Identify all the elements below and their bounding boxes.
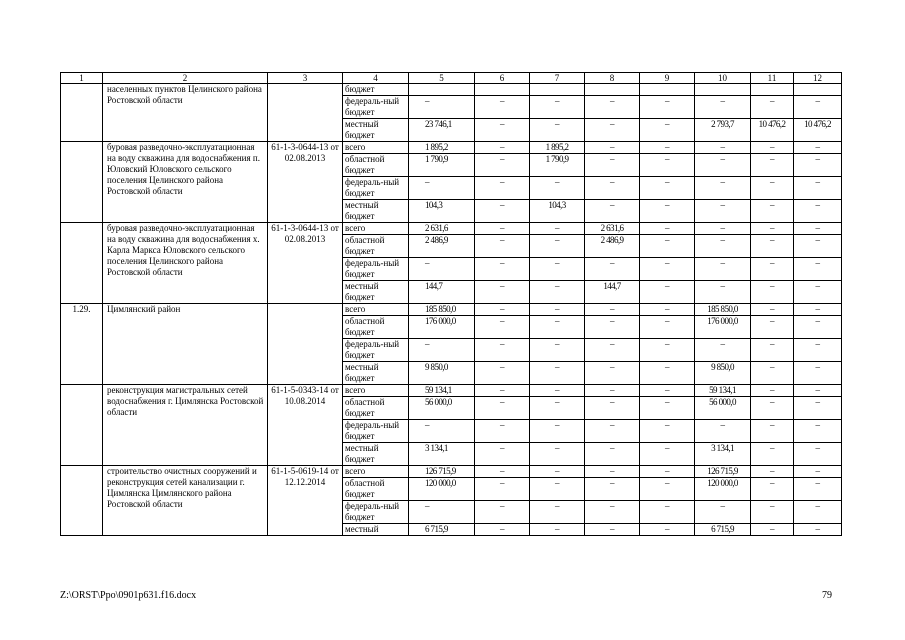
- amount-cell: –: [530, 524, 585, 536]
- amount-cell: 120 000,0: [695, 478, 751, 501]
- amount-cell: –: [585, 119, 640, 142]
- amount-cell: –: [751, 478, 794, 501]
- budget-source: областной бюджет: [343, 478, 409, 501]
- amount-cell: –: [475, 119, 530, 142]
- item-number: [61, 466, 103, 536]
- amount-cell: 59 134,1: [409, 385, 475, 397]
- amount-cell: –: [695, 142, 751, 154]
- amount-cell: –: [640, 258, 695, 281]
- amount-cell: –: [475, 304, 530, 316]
- amount-cell: 126 715,9: [695, 466, 751, 478]
- amount-cell: –: [640, 316, 695, 339]
- table-row: [61, 385, 842, 397]
- expertise-code: [268, 304, 343, 385]
- budget-source: федераль-ный бюджет: [343, 96, 409, 119]
- amount-cell: 10 476,2: [794, 119, 842, 142]
- amount-cell: 3 134,1: [409, 443, 475, 466]
- amount-cell: –: [530, 223, 585, 235]
- amount-cell: –: [695, 96, 751, 119]
- amount-cell: –: [640, 223, 695, 235]
- amount-cell: [585, 84, 640, 96]
- column-header: 4: [343, 73, 409, 84]
- amount-cell: –: [695, 154, 751, 177]
- amount-cell: –: [530, 501, 585, 524]
- amount-cell: 59 134,1: [695, 385, 751, 397]
- amount-cell: –: [530, 397, 585, 420]
- amount-cell: –: [475, 281, 530, 304]
- amount-cell: –: [530, 362, 585, 385]
- amount-cell: –: [475, 142, 530, 154]
- amount-cell: –: [585, 200, 640, 223]
- budget-table-container: [60, 72, 841, 536]
- amount-cell: –: [794, 397, 842, 420]
- amount-cell: –: [530, 96, 585, 119]
- amount-cell: –: [475, 524, 530, 536]
- amount-cell: –: [585, 362, 640, 385]
- amount-cell: 144,7: [409, 281, 475, 304]
- table-row: [61, 223, 842, 235]
- column-header: 12: [794, 73, 842, 84]
- amount-cell: –: [751, 304, 794, 316]
- budget-source: всего: [343, 304, 409, 316]
- amount-cell: 2 486,9: [409, 235, 475, 258]
- object-description: Цимлянский район: [103, 304, 268, 385]
- table-row: [61, 84, 842, 96]
- budget-source: местный бюджет: [343, 119, 409, 142]
- amount-cell: –: [751, 177, 794, 200]
- page-number: 79: [822, 590, 832, 601]
- amount-cell: –: [585, 316, 640, 339]
- amount-cell: [695, 84, 751, 96]
- amount-cell: –: [409, 96, 475, 119]
- amount-cell: –: [585, 177, 640, 200]
- amount-cell: –: [794, 304, 842, 316]
- amount-cell: –: [409, 501, 475, 524]
- amount-cell: –: [475, 478, 530, 501]
- amount-cell: –: [695, 235, 751, 258]
- item-number: [61, 223, 103, 304]
- budget-source: всего: [343, 385, 409, 397]
- amount-cell: –: [409, 420, 475, 443]
- amount-cell: –: [585, 142, 640, 154]
- amount-cell: 1 895,2: [409, 142, 475, 154]
- budget-source: федераль-ный бюджет: [343, 258, 409, 281]
- amount-cell: –: [751, 362, 794, 385]
- amount-cell: –: [530, 281, 585, 304]
- amount-cell: –: [585, 397, 640, 420]
- amount-cell: –: [640, 362, 695, 385]
- amount-cell: 126 715,9: [409, 466, 475, 478]
- amount-cell: –: [530, 478, 585, 501]
- amount-cell: 176 000,0: [409, 316, 475, 339]
- amount-cell: –: [751, 385, 794, 397]
- amount-cell: –: [751, 466, 794, 478]
- budget-source: местный бюджет: [343, 443, 409, 466]
- amount-cell: [751, 84, 794, 96]
- amount-cell: 6 715,9: [409, 524, 475, 536]
- amount-cell: –: [794, 142, 842, 154]
- budget-source: областной бюджет: [343, 397, 409, 420]
- amount-cell: –: [530, 420, 585, 443]
- amount-cell: –: [640, 420, 695, 443]
- table-row: [61, 466, 842, 478]
- expertise-code: 61-1-3-0644-13 от 02.08.2013: [268, 223, 343, 304]
- amount-cell: –: [794, 443, 842, 466]
- amount-cell: –: [585, 466, 640, 478]
- amount-cell: –: [640, 501, 695, 524]
- budget-source: местный бюджет: [343, 200, 409, 223]
- amount-cell: –: [640, 200, 695, 223]
- budget-source: федераль-ный бюджет: [343, 501, 409, 524]
- amount-cell: –: [530, 443, 585, 466]
- amount-cell: –: [794, 420, 842, 443]
- amount-cell: 185 850,0: [695, 304, 751, 316]
- amount-cell: 104,3: [530, 200, 585, 223]
- object-description: буровая разведочно-эксплуатационная на воду скважина для водоснабжения п. Юловский Юловского сельского поселения Целинского района Ростовской области: [103, 142, 268, 223]
- amount-cell: –: [794, 235, 842, 258]
- amount-cell: 2 631,6: [409, 223, 475, 235]
- amount-cell: –: [585, 501, 640, 524]
- amount-cell: –: [794, 316, 842, 339]
- budget-source: всего: [343, 466, 409, 478]
- amount-cell: –: [475, 200, 530, 223]
- amount-cell: –: [585, 478, 640, 501]
- amount-cell: 185 850,0: [409, 304, 475, 316]
- amount-cell: –: [751, 316, 794, 339]
- budget-source: местный бюджет: [343, 281, 409, 304]
- amount-cell: –: [751, 281, 794, 304]
- budget-source: федераль-ный бюджет: [343, 177, 409, 200]
- column-header: 8: [585, 73, 640, 84]
- column-header: 6: [475, 73, 530, 84]
- amount-cell: –: [475, 362, 530, 385]
- column-header: 10: [695, 73, 751, 84]
- amount-cell: –: [530, 316, 585, 339]
- amount-cell: –: [794, 200, 842, 223]
- amount-cell: –: [475, 316, 530, 339]
- amount-cell: 56 000,0: [695, 397, 751, 420]
- amount-cell: –: [475, 339, 530, 362]
- budget-source: местный бюджет: [343, 362, 409, 385]
- amount-cell: –: [640, 154, 695, 177]
- amount-cell: –: [695, 501, 751, 524]
- amount-cell: –: [475, 397, 530, 420]
- amount-cell: –: [640, 281, 695, 304]
- amount-cell: –: [640, 142, 695, 154]
- amount-cell: –: [409, 258, 475, 281]
- amount-cell: –: [695, 223, 751, 235]
- amount-cell: 104,3: [409, 200, 475, 223]
- amount-cell: –: [751, 154, 794, 177]
- amount-cell: –: [794, 362, 842, 385]
- object-description: населенных пунктов Целинского района Ростовской области: [103, 84, 268, 142]
- amount-cell: –: [751, 223, 794, 235]
- amount-cell: 10 476,2: [751, 119, 794, 142]
- amount-cell: –: [640, 119, 695, 142]
- amount-cell: –: [640, 177, 695, 200]
- amount-cell: –: [794, 385, 842, 397]
- budget-source: федераль-ный бюджет: [343, 339, 409, 362]
- amount-cell: [640, 84, 695, 96]
- amount-cell: –: [475, 385, 530, 397]
- amount-cell: –: [640, 385, 695, 397]
- item-number: 1.29.: [61, 304, 103, 385]
- amount-cell: –: [530, 304, 585, 316]
- amount-cell: [794, 84, 842, 96]
- amount-cell: –: [409, 339, 475, 362]
- budget-source: областной бюджет: [343, 154, 409, 177]
- amount-cell: –: [751, 96, 794, 119]
- amount-cell: –: [585, 443, 640, 466]
- expertise-code: 61-1-3-0644-13 от 02.08.2013: [268, 142, 343, 223]
- amount-cell: –: [640, 443, 695, 466]
- amount-cell: –: [794, 281, 842, 304]
- amount-cell: –: [751, 524, 794, 536]
- column-header: 11: [751, 73, 794, 84]
- amount-cell: –: [640, 304, 695, 316]
- amount-cell: –: [794, 223, 842, 235]
- amount-cell: –: [695, 420, 751, 443]
- amount-cell: –: [794, 466, 842, 478]
- amount-cell: –: [585, 420, 640, 443]
- amount-cell: –: [475, 420, 530, 443]
- amount-cell: –: [530, 339, 585, 362]
- amount-cell: –: [794, 96, 842, 119]
- amount-cell: –: [695, 339, 751, 362]
- amount-cell: –: [585, 96, 640, 119]
- document-file-path: Z:\ORST\Ppo\0901p631.f16.docx: [60, 590, 197, 601]
- amount-cell: –: [751, 443, 794, 466]
- item-number: [61, 385, 103, 466]
- amount-cell: 176 000,0: [695, 316, 751, 339]
- amount-cell: 2 486,9: [585, 235, 640, 258]
- amount-cell: –: [794, 258, 842, 281]
- amount-cell: –: [475, 235, 530, 258]
- amount-cell: –: [475, 223, 530, 235]
- amount-cell: 144,7: [585, 281, 640, 304]
- amount-cell: [475, 84, 530, 96]
- amount-cell: 1 790,9: [530, 154, 585, 177]
- column-header: 5: [409, 73, 475, 84]
- budget-source: областной бюджет: [343, 316, 409, 339]
- object-description: строительство очистных сооружений и реконструкция сетей канализации г. Цимлянска Цимлянского района Ростовской области: [103, 466, 268, 536]
- amount-cell: –: [794, 177, 842, 200]
- amount-cell: 9 850,0: [695, 362, 751, 385]
- expertise-code: [268, 84, 343, 142]
- amount-cell: –: [530, 119, 585, 142]
- amount-cell: 3 134,1: [695, 443, 751, 466]
- amount-cell: 2 793,7: [695, 119, 751, 142]
- amount-cell: 23 746,1: [409, 119, 475, 142]
- amount-cell: 2 631,6: [585, 223, 640, 235]
- table-body: [61, 84, 842, 536]
- amount-cell: –: [751, 397, 794, 420]
- budget-source: всего: [343, 142, 409, 154]
- amount-cell: –: [475, 177, 530, 200]
- amount-cell: –: [530, 466, 585, 478]
- amount-cell: –: [475, 501, 530, 524]
- amount-cell: –: [409, 177, 475, 200]
- amount-cell: –: [751, 142, 794, 154]
- amount-cell: –: [475, 154, 530, 177]
- amount-cell: 1 790,9: [409, 154, 475, 177]
- amount-cell: –: [585, 154, 640, 177]
- amount-cell: –: [751, 235, 794, 258]
- amount-cell: –: [530, 235, 585, 258]
- amount-cell: –: [640, 235, 695, 258]
- amount-cell: –: [751, 339, 794, 362]
- amount-cell: –: [640, 397, 695, 420]
- amount-cell: –: [751, 200, 794, 223]
- amount-cell: 1 895,2: [530, 142, 585, 154]
- amount-cell: –: [695, 177, 751, 200]
- amount-cell: –: [585, 304, 640, 316]
- budget-table: [60, 72, 842, 536]
- column-header: 9: [640, 73, 695, 84]
- item-number: [61, 84, 103, 142]
- amount-cell: –: [475, 258, 530, 281]
- amount-cell: –: [751, 501, 794, 524]
- amount-cell: –: [695, 281, 751, 304]
- column-header: 7: [530, 73, 585, 84]
- amount-cell: –: [475, 443, 530, 466]
- amount-cell: –: [794, 501, 842, 524]
- object-description: буровая разведочно-эксплуатационная на воду скважина для водоснабжения х. Карла Маркса Юловского сельского поселения Целинского района Ростовской области: [103, 223, 268, 304]
- expertise-code: 61-1-5-0343-14 от 10.08.2014: [268, 385, 343, 466]
- object-description: реконструкция магистральных сетей водоснабжения г. Цимлянска Ростовской области: [103, 385, 268, 466]
- amount-cell: –: [585, 524, 640, 536]
- amount-cell: –: [475, 96, 530, 119]
- amount-cell: [530, 84, 585, 96]
- budget-source: местный: [343, 524, 409, 536]
- amount-cell: –: [585, 258, 640, 281]
- amount-cell: –: [640, 524, 695, 536]
- amount-cell: –: [585, 339, 640, 362]
- amount-cell: –: [640, 339, 695, 362]
- amount-cell: –: [640, 466, 695, 478]
- amount-cell: –: [794, 524, 842, 536]
- amount-cell: –: [751, 258, 794, 281]
- amount-cell: –: [530, 385, 585, 397]
- amount-cell: –: [530, 258, 585, 281]
- amount-cell: –: [640, 478, 695, 501]
- table-row: [61, 142, 842, 154]
- column-header: 2: [103, 73, 268, 84]
- amount-cell: –: [695, 200, 751, 223]
- amount-cell: –: [695, 258, 751, 281]
- budget-source: бюджет: [343, 84, 409, 96]
- amount-cell: 6 715,9: [695, 524, 751, 536]
- amount-cell: –: [794, 154, 842, 177]
- budget-source: областной бюджет: [343, 235, 409, 258]
- amount-cell: –: [475, 466, 530, 478]
- amount-cell: –: [585, 385, 640, 397]
- amount-cell: –: [751, 420, 794, 443]
- expertise-code: 61-1-5-0619-14 от 12.12.2014: [268, 466, 343, 536]
- amount-cell: –: [530, 177, 585, 200]
- amount-cell: 9 850,0: [409, 362, 475, 385]
- amount-cell: [409, 84, 475, 96]
- budget-source: федераль-ный бюджет: [343, 420, 409, 443]
- amount-cell: –: [640, 96, 695, 119]
- column-number-row: [61, 73, 842, 84]
- item-number: [61, 142, 103, 223]
- amount-cell: –: [794, 339, 842, 362]
- amount-cell: –: [794, 478, 842, 501]
- table-row: [61, 304, 842, 316]
- column-header: 1: [61, 73, 103, 84]
- amount-cell: 56 000,0: [409, 397, 475, 420]
- column-header: 3: [268, 73, 343, 84]
- budget-source: всего: [343, 223, 409, 235]
- amount-cell: 120 000,0: [409, 478, 475, 501]
